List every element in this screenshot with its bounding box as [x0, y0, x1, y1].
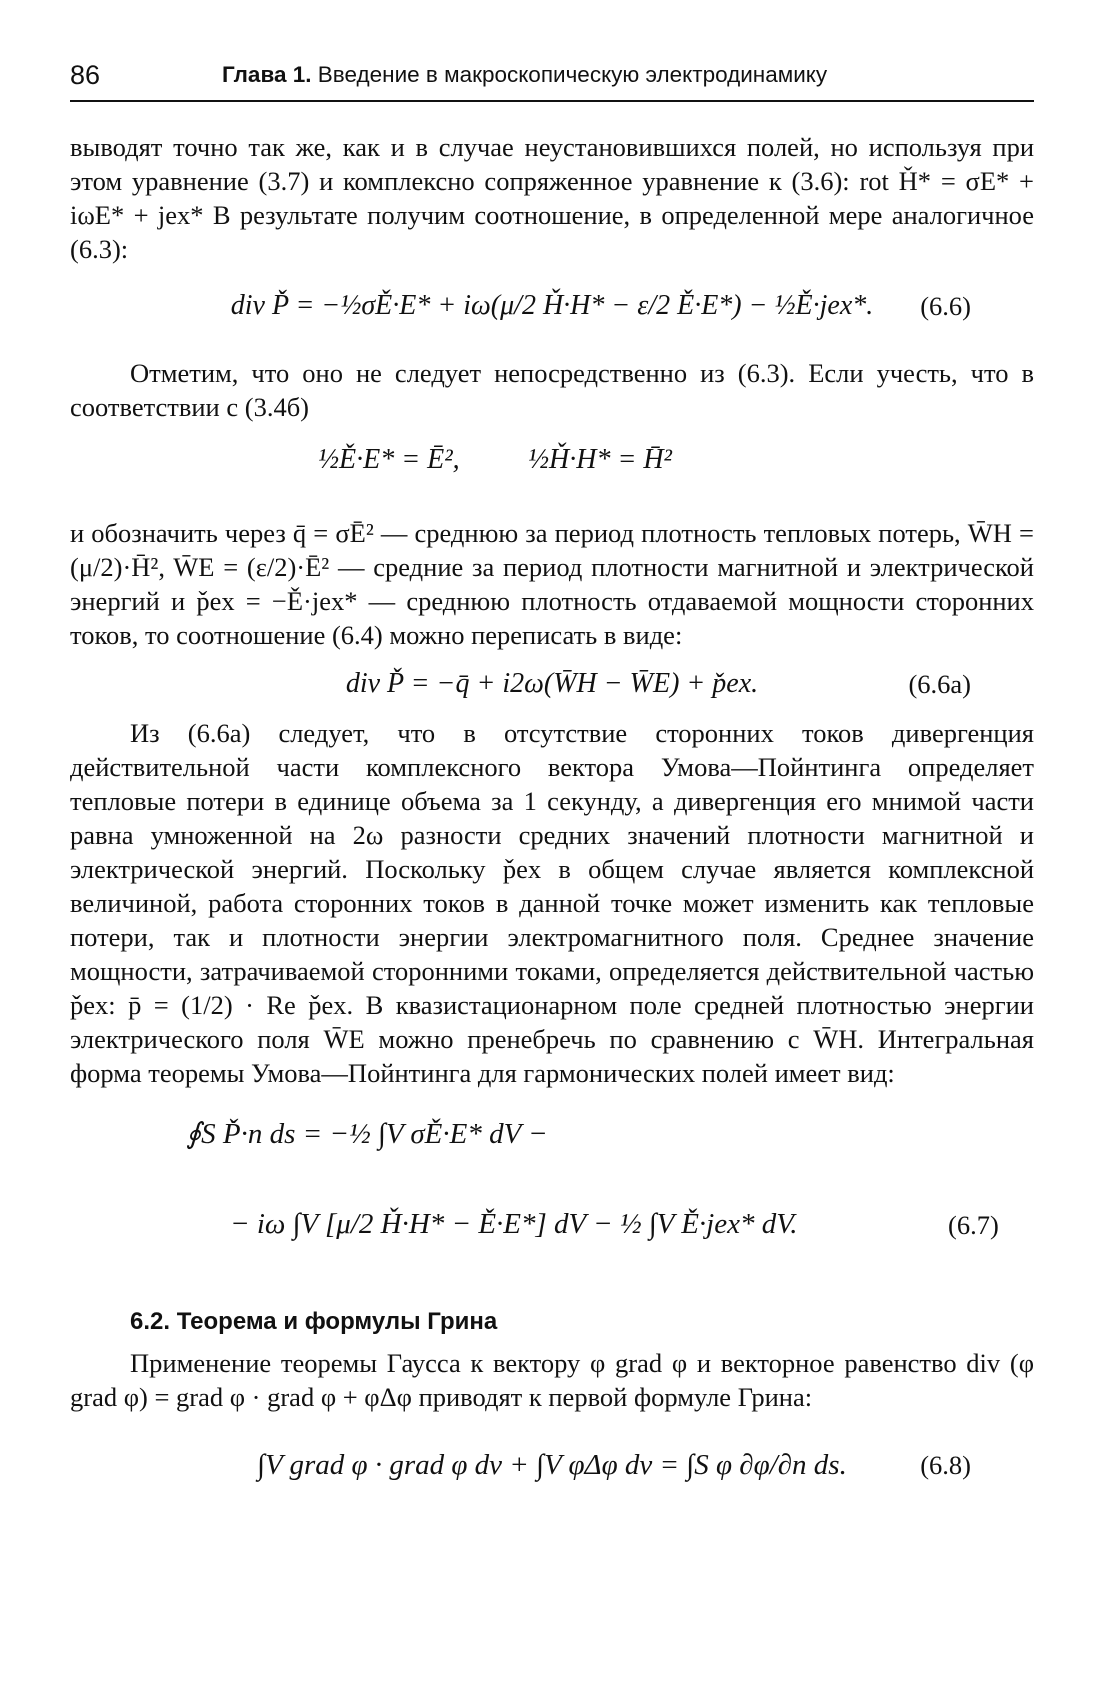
paragraph-4 — [70, 716, 1034, 1090]
equation-6-6a — [70, 664, 1034, 704]
equation-6-6a-number: (6.6a) — [908, 669, 971, 699]
paragraph-5-text: Применение теоремы Гаусса к вектору φ grad φ и векторное равенство div (φ grad φ) = grad φ · grad φ + φΔφ приводят к первой формуле Грина: — [70, 1348, 1034, 1412]
section-title: Теорема и формулы Грина — [176, 1308, 498, 1335]
equation-mean-e: ½Ě·E* = Ē², — [318, 444, 460, 475]
equation-6-6 — [70, 276, 1034, 336]
chapter-title: Введение в макроскопическую электродинамику — [317, 62, 828, 87]
page-number: 86 — [70, 60, 101, 90]
equation-6-7-line2: − iω ∫V [μ/2 Ȟ·H* − Ě·E*] dV − ½ ∫V Ě·jex* dV. — [230, 1208, 798, 1240]
equation-6-8-number: (6.8) — [920, 1450, 971, 1480]
chapter-label: Глава 1. — [222, 62, 312, 87]
equation-mean-h: ½Ȟ·H* = H̄² — [528, 444, 672, 475]
paragraph-4-text: Из (6.6а) следует, что в отсутствие сторонних токов дивергенция действительной части комплексного вектора Умова—Пойнтинга определяет тепловые потери в единице объема за 1 секунду, а дивергенция его мнимой части равна умноженной на 2ω разности средних значений плотности магнитной и электрической энергий. Поскольку p̌ex в общем случае является комплексной величиной, работа сторонних токов в данной точке может изменить как тепловые потери, так и плотности энергии электромагнитного поля. Среднее значение мощности, затрачиваемой сторонними токами, определяется действительной частью p̌ex: p̄ = (1/2) · Re p̌ex. В квазистационарном поле средней плотностью энергии электрического поля W̄E можно пренебречь по сравнению с W̄H. Интегральная форма теоремы Умова—Пойнтинга для гармонических полей имеет вид: — [70, 718, 1034, 1088]
equation-6-6a-formula: div P̌ = −q̄ + i2ω(W̄H − W̄E) + p̌ex. — [345, 668, 759, 699]
paragraph-2-text: Отметим, что оно не следует непосредственно из (6.3). Если учесть, что в соответствии с (3.4б) — [70, 358, 1034, 422]
running-title — [222, 62, 827, 88]
equation-6-6-formula: div P̌ = −½σĚ·E* + iω(μ/2 Ȟ·H* − ε/2 Ě·E*) − ½Ě·jex*. — [230, 290, 874, 321]
page-header — [70, 58, 1034, 102]
equation-6-8 — [70, 1430, 1034, 1500]
paragraph-3: и обозначить через q̄ = σĒ² — среднюю за период плотность тепловых потерь, W̄H = (μ/2)·H̄², W̄E = (ε/2)·Ē² — средние за период плотности магнитной и электрической энергий и p̌ex = −Ě·jex* — среднюю плотность отдаваемой мощности сторонних токов, то соотношение (6.4) можно переписать в виде: — [70, 518, 1034, 650]
equation-6-8-formula: ∫V grad φ · grad φ dv + ∫V φΔφ dv = ∫S φ ∂φ/∂n ds. — [257, 1449, 847, 1481]
section-number: 6.2. — [130, 1308, 171, 1335]
equation-6-7-number: (6.7) — [948, 1210, 999, 1240]
equation-6-7-line1: ∮S P̌·n ds = −½ ∫V σĚ·E* dV − — [186, 1118, 548, 1150]
section-heading — [130, 1308, 497, 1336]
paragraph-5 — [70, 1346, 1034, 1414]
paragraph-2 — [70, 356, 1034, 424]
equation-6-6-number: (6.6) — [920, 291, 971, 321]
paragraph-1: выводят точно так же, как и в случае неустановившихся полей, но используя при этом уравнение (3.7) и комплексно сопряженное уравнение к (3.6): rot Ȟ* = σE* + iωE* + jex* В результате получим соотношение, в определенной мере аналогичное (6.3): — [70, 132, 1034, 264]
